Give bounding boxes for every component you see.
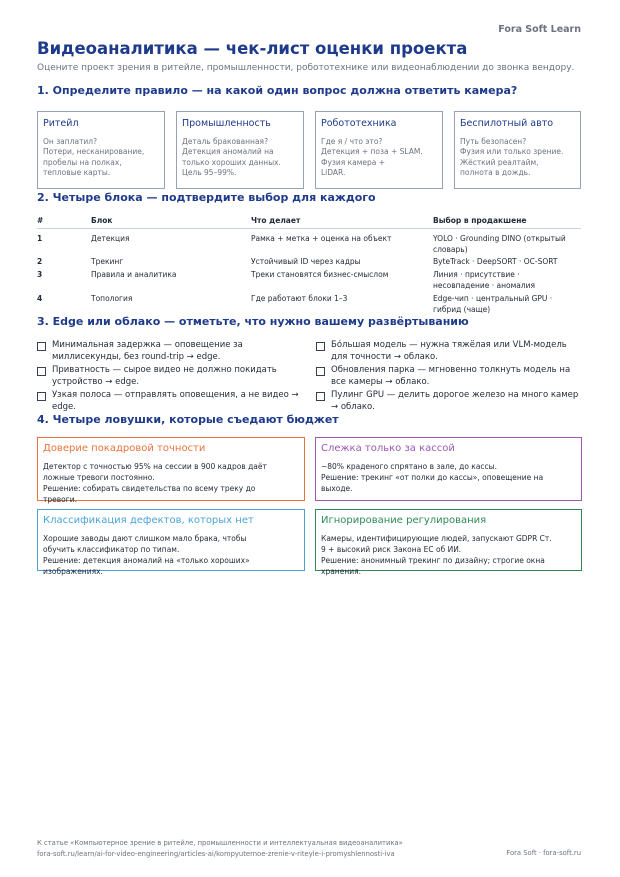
card-title: Беспилотный авто	[460, 118, 554, 129]
card-line: Фузия камера +	[321, 157, 386, 167]
row-choice	[433, 270, 535, 291]
card-line: Он заплатил?	[43, 137, 98, 146]
row-block: Детекция	[91, 234, 130, 243]
checklist-item-bigger-model[interactable]	[316, 340, 586, 363]
card-title: Промышленность	[182, 118, 271, 129]
trap-body: Камеры, идентифицирующие людей, запускают GDPR Ст. 9 + высокий риск Закона ЕС об ИИ. Решение: анонимный трекинг по дизайну; строгие окна хранения.	[321, 534, 552, 576]
row-choice-line: несовпадение · аномалия	[433, 280, 536, 290]
checklist-text: Пулинг GPU — делить дорогое железо на много камер → облако.	[331, 390, 579, 412]
footer-article-reference	[37, 838, 403, 860]
card-title: Ритейл	[43, 118, 79, 129]
card-body	[460, 137, 575, 178]
card-line: Где я / что это?	[321, 137, 383, 146]
trap-body: Хорошие заводы дают слишком мало брака, чтобы обучить классификатор по типам. Решение: детекция аномалий на «только хороших» изображениях.	[43, 534, 250, 576]
checklist-item-privacy[interactable]	[37, 365, 307, 388]
row-choice	[433, 257, 558, 268]
row-block: Топология	[91, 294, 133, 303]
row-choice	[433, 294, 552, 315]
row-choice-line: гибрид (чаще)	[433, 304, 491, 314]
section-2-heading: 2. Четыре блока — подтвердите выбор для каждого	[37, 191, 376, 204]
checklist-text: Узкая полоса — отправлять оповещения, а не видео → edge.	[52, 390, 299, 412]
card-industry	[176, 111, 304, 189]
row-block: Правила и аналитика	[91, 270, 177, 279]
row-does: Треки становятся бизнес-смыслом	[251, 270, 389, 279]
table-divider	[37, 228, 581, 229]
card-body	[321, 137, 437, 178]
card-body	[43, 137, 159, 178]
card-body	[182, 137, 298, 178]
checkbox[interactable]	[316, 392, 325, 401]
row-number: 3	[37, 270, 43, 279]
column-header-number: #	[37, 216, 44, 225]
row-choice-line: YOLO · Grounding DINO (открытый	[433, 234, 566, 243]
column-header-choice: Выбор в продакшене	[433, 216, 527, 225]
card-line: Фузия или только зрение.	[460, 147, 564, 157]
checklist-text: Минимальная задержка — оповещение за миллисекунды, без round-trip → edge.	[52, 340, 243, 362]
card-line: LiDAR.	[321, 167, 346, 177]
checklist-item-latency[interactable]	[37, 340, 307, 363]
row-does: Рамка + метка + оценка на объект	[251, 234, 392, 243]
checklist-item-bandwidth[interactable]	[37, 390, 309, 413]
column-header-does: Что делает	[251, 216, 301, 225]
row-number: 2	[37, 257, 43, 266]
card-line: тепловые карты.	[43, 167, 111, 177]
row-number: 1	[37, 234, 43, 243]
card-line: пробелы на полках,	[43, 157, 122, 167]
row-choice	[433, 234, 566, 255]
trap-title: Игнорирование регулирования	[321, 515, 487, 526]
card-title: Робототехника	[321, 118, 397, 129]
card-robotics	[315, 111, 443, 189]
card-line: полнота в дождь.	[460, 167, 531, 177]
row-number: 4	[37, 294, 43, 303]
checkbox[interactable]	[37, 392, 46, 401]
section-4-heading: 4. Четыре ловушки, которые съедают бюджет	[37, 413, 339, 426]
checklist-text: Бóльшая модель — нужна тяжёлая или VLM-модель для точности → облако.	[331, 340, 567, 362]
page-subtitle: Оцените проект зрения в ритейле, промышленности, робототехнике или видеонаблюдении до звонка вендору.	[37, 63, 575, 73]
trap-title: Доверие покадровой точности	[43, 443, 206, 454]
checkbox[interactable]	[316, 367, 325, 376]
card-line: только хороших данных.	[182, 157, 281, 167]
checklist-text: Приватность — сырое видео не должно покидать устройство → edge.	[52, 365, 277, 387]
row-choice-line: словарь)	[433, 244, 468, 254]
card-line: Жёсткий реалтайм,	[460, 157, 539, 167]
trap-checkout-only	[315, 437, 582, 501]
checkbox[interactable]	[37, 342, 46, 351]
section-1-heading: 1. Определите правило — на какой один вопрос должна ответить камера?	[37, 84, 518, 97]
row-choice-line: ByteTrack · DeepSORT · OC-SORT	[433, 257, 558, 266]
row-does: Устойчивый ID через кадры	[251, 257, 361, 266]
row-does: Где работают блоки 1–3	[251, 294, 348, 303]
row-choice-line: Edge-чип · центральный GPU ·	[433, 294, 553, 303]
card-line: Путь безопасен?	[460, 137, 527, 146]
checkbox[interactable]	[316, 342, 325, 351]
footer-article-title: К статье «Компьютерное зрение в ритейле, промышленности и интеллектуальная видеоаналитика»	[37, 839, 403, 847]
card-line: Цель 95–99%.	[182, 167, 237, 177]
card-line: Детекция + поза + SLAM.	[321, 147, 423, 157]
card-line: Детекция аномалий на	[182, 147, 274, 157]
card-line: Потери, несканирование,	[43, 147, 145, 157]
trap-body: Детектор с точностью 95% на сессии в 900 кадров даёт ложные тревоги постоянно. Решение: собирать свидетельства по всему треку до тревоги.	[43, 462, 267, 504]
trap-per-frame-accuracy	[37, 437, 305, 504]
trap-body: ~80% краденого спрятано в зале, до кассы. Решение: трекинг «от полки до кассы», оповещение на выходе.	[321, 462, 544, 493]
checkbox[interactable]	[37, 367, 46, 376]
trap-title: Классификация дефектов, которых нет	[43, 515, 254, 526]
row-block: Трекинг	[91, 257, 124, 266]
footer-article-url[interactable]: fora-soft.ru/learn/ai-for-video-engineering/articles-ai/kompyuternoe-zrenie-v-riteyle-i-promyshlennosti-iva	[37, 850, 395, 858]
row-choice-line: Линия · присутствие ·	[433, 270, 520, 279]
checklist-item-fleet-updates[interactable]	[316, 365, 586, 388]
footer-site-link[interactable]: Fora Soft · fora-soft.ru	[506, 849, 581, 857]
checklist-text: Обновления парка — мгновенно толкнуть модель на все камеры → облако.	[331, 365, 571, 387]
page-title: Видеоаналитика — чек-лист оценки проекта	[37, 39, 468, 58]
trap-title: Слежка только за кассой	[321, 443, 455, 454]
card-retail	[37, 111, 165, 189]
trap-defect-classification	[37, 509, 305, 576]
trap-ignoring-regulation	[315, 509, 582, 576]
column-header-block: Блок	[91, 216, 113, 225]
section-3-heading: 3. Edge или облако — отметьте, что нужно вашему развёртыванию	[37, 315, 469, 328]
card-line: Деталь бракованная?	[182, 137, 269, 146]
card-autonomous	[454, 111, 581, 189]
brand-label: Fora Soft Learn	[498, 24, 581, 35]
checklist-item-gpu-pooling[interactable]	[316, 390, 588, 413]
